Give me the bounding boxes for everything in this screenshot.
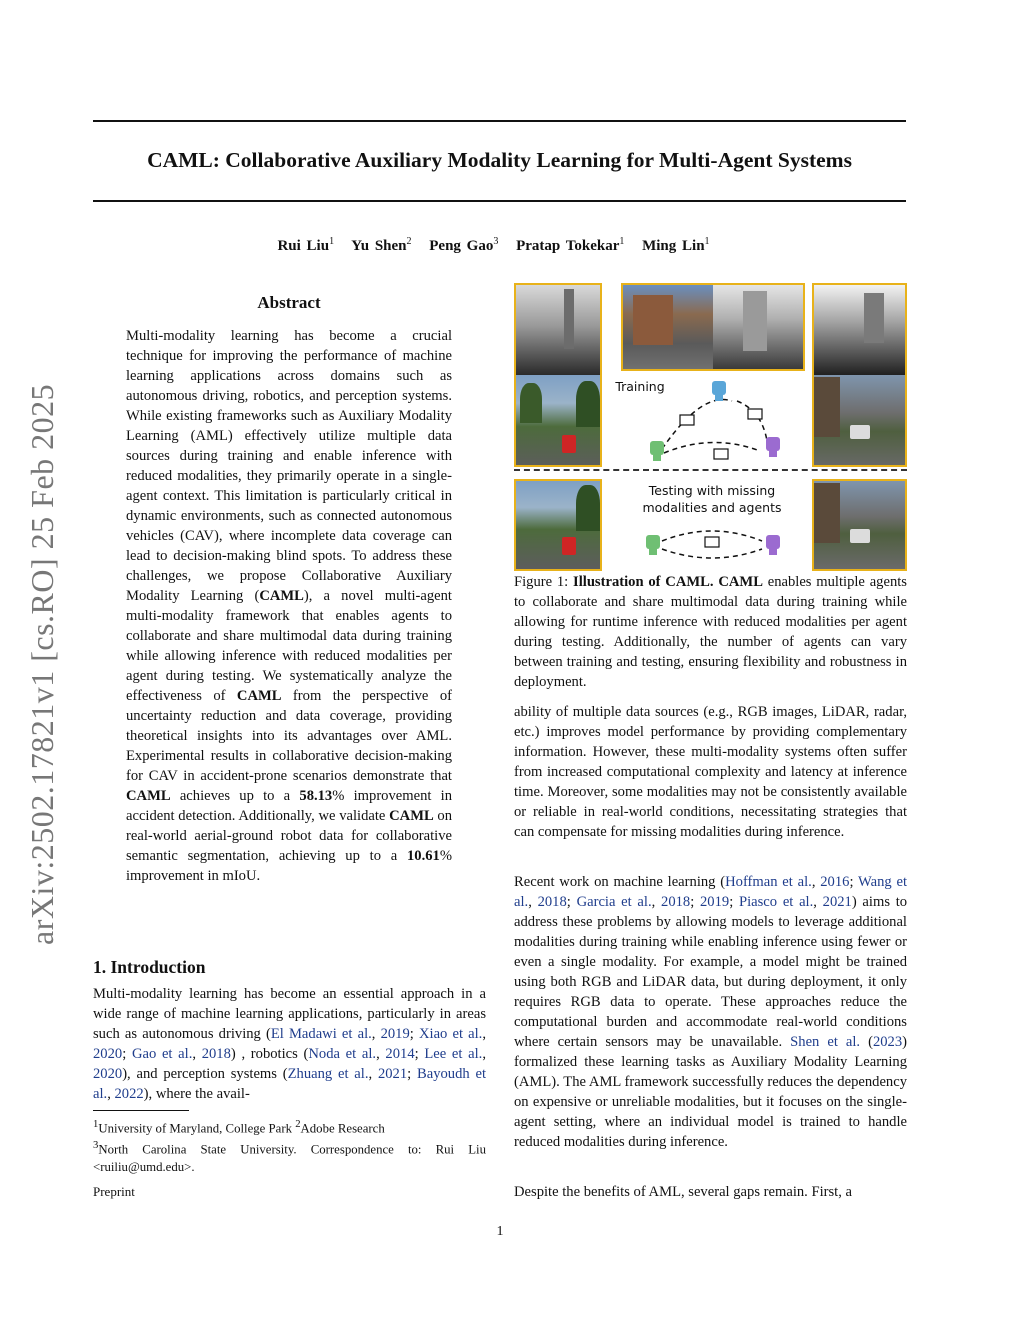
footnote-marker: 3 (93, 1140, 99, 1152)
citation-link[interactable]: 2019 (380, 1026, 410, 1042)
figure-panel-city-center (621, 283, 805, 371)
intro-paragraph-right-3: Despite the benefits of AML, several gaps remain. First, a (514, 1184, 853, 1200)
figure-training-label: Training (615, 379, 665, 394)
preprint-label: Preprint (93, 1184, 135, 1199)
abstract-text: % improvement in accident detection. Additionally, we validate (126, 788, 453, 824)
citation-link[interactable]: Wang et al. (514, 874, 908, 910)
author-name: Rui Liu (277, 238, 330, 254)
author-affiliation: 3 (493, 236, 499, 247)
caption-bold: CAML (718, 574, 763, 590)
footnote-marker: 1 (93, 1119, 99, 1130)
citation-link[interactable]: Gao et al. (131, 1046, 193, 1062)
abstract-text: Multi-modality learning has become a crucial technique for improving the performance of machine learning applications across domains such as autonomous driving, robotics, and perception systems. While existing frameworks such as Auxiliary Modality Learning (AML) effectively utilize multiple data sources during training and enable inference with reduced modalities, they primarily operate in a single-agent context. This limitation is particularly critical in dynamic environments, such as connected autonomous vehicles (CAV), where incomplete data coverage can lead to decision-making blind spots. To address these challenges, we propose Collaborative Auxiliary Modality Learning ( (126, 328, 452, 604)
citation-link[interactable]: Noda et al. (308, 1046, 377, 1062)
citation-link[interactable]: 2014 (385, 1046, 415, 1062)
caption-prefix: Figure 1: (514, 574, 574, 590)
abstract-caml: CAML (126, 788, 171, 804)
body-text: ; (690, 894, 700, 910)
citation-link[interactable]: 2018 (661, 894, 691, 910)
body-text: ( (860, 1034, 873, 1050)
citation-link[interactable]: Xiao et al. (418, 1026, 483, 1042)
body-text: ), and perception systems ( (122, 1066, 288, 1082)
caption-text: enables multiple agents to collaborate and share multimodal data during training while allowing for runtime inference with reduced modalities per agent during testing. Additionally, the number of agents can vary between training and testing, ensuring flexibility and robustness in deployment. (514, 574, 907, 690)
citation-link[interactable]: Lee et al. (424, 1046, 483, 1062)
robot-agent-blue-icon (712, 381, 726, 401)
abstract-value: 10.61 (406, 848, 440, 864)
citation-link[interactable]: 2016 (820, 874, 850, 890)
body-text: ; (729, 894, 739, 910)
figure-panel-test-right (812, 479, 907, 571)
citation-link[interactable]: Piasco et al. (738, 894, 814, 910)
body-text: , (811, 874, 821, 890)
author-name: Pratap Tokekar (516, 238, 620, 254)
abstract-body (126, 326, 452, 886)
citation-link[interactable]: 2023 (872, 1034, 903, 1050)
body-text: , (368, 1066, 378, 1082)
figure-1 (514, 283, 907, 571)
abstract-text: % improvement in mIoU. (126, 848, 452, 884)
abstract-text: achieves up to a (170, 788, 300, 804)
body-text: ; (407, 1066, 417, 1082)
citation-link[interactable]: 2020 (93, 1066, 123, 1082)
test-diagram (602, 519, 812, 569)
author-affiliation: 2 (406, 236, 412, 247)
citation-link[interactable]: 2021 (822, 894, 852, 910)
body-text: Recent work on machine learning ( (514, 874, 726, 890)
abstract-text: on real-world aerial-ground robot data for collaborative semantic segmentation, achieving up to a (126, 808, 452, 864)
author-affiliation: 1 (619, 236, 625, 247)
affiliation-footnote (93, 1116, 486, 1176)
title-top-rule (93, 120, 906, 122)
body-text: ; (566, 894, 577, 910)
intro-paragraph-right-1: ability of multiple data sources (e.g., RGB images, LiDAR, radar, etc.) improves model performance by providing complementary information. However, these multi-modality systems often suffer from increased computational complexity and latency at inference time. Moreover, some modalities may not be consistently available or reliable in real-world conditions, necessitating strategies that can compensate for missing modalities during inference. (514, 704, 907, 840)
citation-link[interactable]: 2021 (377, 1066, 408, 1082)
section-heading-introduction: 1. Introduction (93, 957, 206, 977)
body-text: ) , robotics ( (230, 1046, 309, 1062)
body-text: , (482, 1046, 486, 1062)
figure-separator (514, 469, 907, 471)
robot-agent-purple-icon (766, 437, 780, 457)
body-text: ; (122, 1046, 132, 1062)
body-text: , (107, 1086, 115, 1102)
citation-link[interactable]: El Madawi et al. (270, 1026, 372, 1042)
body-text: , (376, 1046, 386, 1062)
citation-link[interactable]: 2020 (93, 1046, 123, 1062)
page-number: 1 (496, 1224, 504, 1239)
citation-link[interactable]: Bayoudh et al. (93, 1066, 487, 1102)
figure-panel-depth-rgb-right (812, 283, 907, 467)
body-text: , (528, 894, 538, 910)
body-text: ; (414, 1046, 425, 1062)
abstract-text: from the perspective of uncertainty reduction and data coverage, providing theoretical insights into its advantages over AML. Experimental results in collaborative decision-making for CAV in accident-prone scenarios demonstrate that (126, 688, 452, 784)
citation-link[interactable]: 2022 (114, 1086, 144, 1102)
arxiv-stamp: arXiv:2502.17821v1 [cs.RO] 25 Feb 2025 (24, 383, 60, 945)
body-text: ), where the avail- (143, 1086, 250, 1102)
citation-link[interactable]: Garcia et al. (576, 894, 652, 910)
footnote-marker: 2 (295, 1119, 301, 1130)
intro-paragraph-right-2 (514, 872, 907, 1152)
robot-agent-green-icon (646, 535, 660, 555)
citation-link[interactable]: Zhuang et al. (287, 1066, 369, 1082)
citation-link[interactable]: 2018 (537, 894, 567, 910)
abstract-caml: CAML (259, 588, 304, 604)
body-text: , (371, 1026, 381, 1042)
abstract-value: 58.13 (299, 788, 333, 804)
author-affiliation: 1 (704, 236, 710, 247)
title-bottom-rule (93, 200, 906, 202)
footnote-text: University of Maryland, College Park (98, 1121, 296, 1136)
author-affiliation: 1 (329, 236, 335, 247)
intro-paragraph (93, 984, 486, 1104)
abstract-heading: Abstract (257, 293, 321, 312)
body-text: , (482, 1026, 486, 1042)
body-text: , (192, 1046, 202, 1062)
citation-link[interactable]: Shen et al. (790, 1034, 861, 1050)
abstract-caml: CAML (236, 688, 282, 704)
robot-agent-purple-icon (766, 535, 780, 555)
citation-link[interactable]: 2019 (700, 894, 730, 910)
body-text: ; (409, 1026, 419, 1042)
abstract-caml: CAML (389, 808, 434, 824)
abstract-text: ), a novel multi-agent multi-modality framework that enables agents to collaborate and share multimodal data during training while allowing inference with reduced modalities per agent during testing. We systematically analyze the effectiveness of (126, 588, 452, 704)
body-text: Multi-modality learning has become an essential approach in a wide range of machine learning applications, particularly in areas such as autonomous driving ( (93, 986, 486, 1042)
citation-link[interactable]: Hoffman et al. (725, 874, 812, 890)
body-text: ) formalized these learning tasks as Auxiliary Modality Learning (AML). The AML framework successfully reduces the dependency on expensive or unreliable modalities, but it focuses on the single-agent setting, where an individual model is trained to handle reduced modalities during inference. (514, 1034, 907, 1150)
robot-agent-green-icon (650, 441, 664, 461)
author-list (93, 236, 906, 255)
author-name: Yu Shen (351, 238, 407, 254)
figure-testing-label: Testing with missing modalities and agents (642, 483, 782, 515)
citation-link[interactable]: 2018 (201, 1046, 231, 1062)
figure-1-caption (514, 572, 907, 692)
body-text: , (813, 894, 823, 910)
author-name: Ming Lin (642, 238, 705, 254)
footnote-text: North Carolina State University. Correspondence to: Rui Liu <ruiliu@umd.edu>. (93, 1142, 486, 1174)
footnote-text: Adobe Research (300, 1121, 385, 1136)
caption-bold: Illustration of CAML. (573, 574, 714, 590)
body-text: , (651, 894, 662, 910)
figure-panel-depth-rgb-left (514, 283, 602, 467)
author-name: Peng Gao (429, 238, 494, 254)
body-text: ) aims to address these problems by allowing models to leverage additional modalities during training while enabling inference using fewer or even a single modality. For example, a model might be trained using both RGB and LiDAR data, but during deployment, it only requires RGB data to operate. These approaches reduce the computational burden and accommodate real-world conditions where certain sensors may be unavailable. (514, 894, 908, 1050)
figure-panel-test-left (514, 479, 602, 571)
paper-title: CAML: Collaborative Auxiliary Modality Learning for Multi-Agent Systems (147, 148, 852, 172)
footnote-rule (93, 1110, 189, 1111)
body-text: ; (849, 874, 859, 890)
